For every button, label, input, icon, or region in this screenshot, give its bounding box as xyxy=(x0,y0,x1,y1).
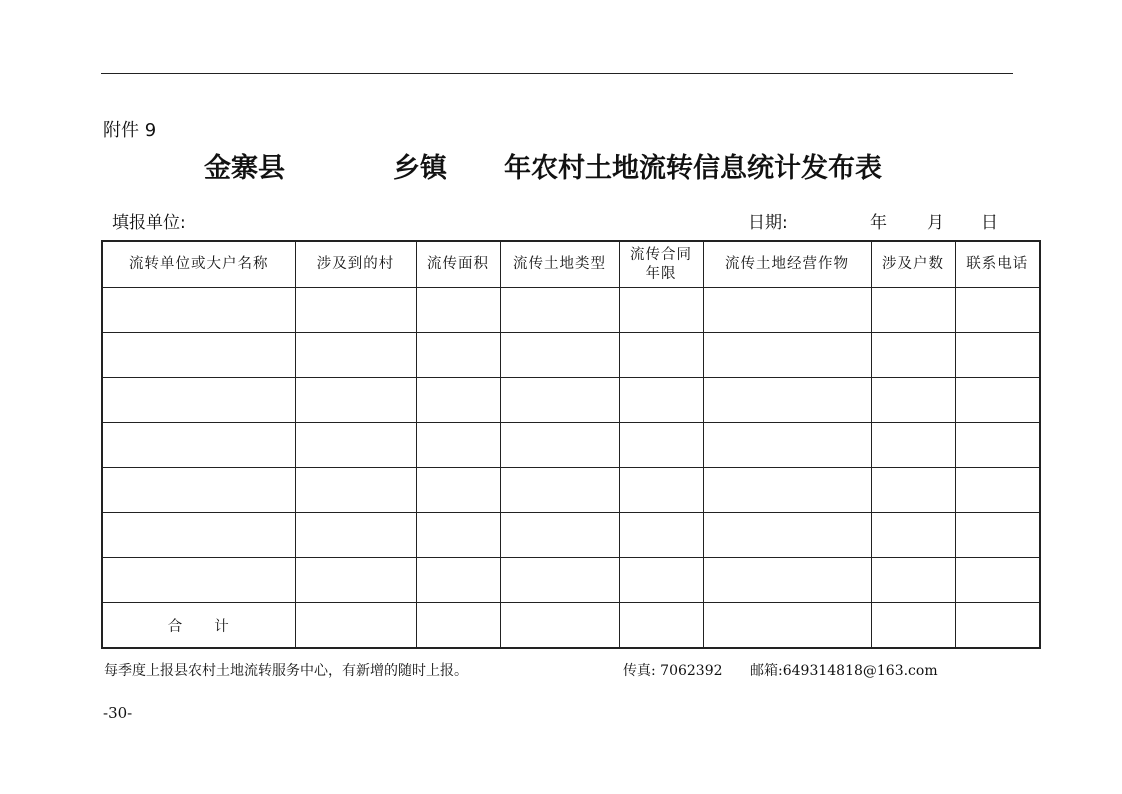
table-cell[interactable] xyxy=(955,333,1040,378)
table-cell[interactable] xyxy=(703,288,871,333)
table-cell[interactable] xyxy=(871,558,955,603)
table-total-row xyxy=(102,603,1040,649)
attachment-label: 附件 9 xyxy=(103,120,157,141)
table-cell[interactable] xyxy=(955,378,1040,423)
header-contract-term-line2: 年限 xyxy=(645,265,677,282)
table-cell[interactable] xyxy=(295,288,416,333)
table-cell[interactable] xyxy=(102,333,295,378)
table-cell[interactable] xyxy=(703,558,871,603)
table-cell[interactable] xyxy=(500,378,619,423)
table-row xyxy=(102,288,1040,333)
date-day-label: 日 xyxy=(981,213,998,233)
table-cell[interactable] xyxy=(703,513,871,558)
total-label: 合 计 xyxy=(102,603,295,649)
table-cell[interactable] xyxy=(500,603,619,649)
page-number: -30- xyxy=(103,704,133,722)
table-row xyxy=(102,513,1040,558)
header-village: 涉及到的村 xyxy=(295,241,416,288)
table-cell[interactable] xyxy=(619,513,703,558)
table-cell[interactable] xyxy=(102,378,295,423)
table-cell[interactable] xyxy=(102,513,295,558)
table-cell[interactable] xyxy=(295,603,416,649)
table-cell[interactable] xyxy=(416,603,500,649)
table-cell[interactable] xyxy=(619,468,703,513)
table-cell[interactable] xyxy=(416,423,500,468)
table-cell[interactable] xyxy=(619,423,703,468)
table-row xyxy=(102,423,1040,468)
table-cell[interactable] xyxy=(500,513,619,558)
table-cell[interactable] xyxy=(416,513,500,558)
table-cell[interactable] xyxy=(871,378,955,423)
header-households: 涉及户数 xyxy=(871,241,955,288)
title-county: 金寨县 xyxy=(204,153,285,184)
table-cell[interactable] xyxy=(703,378,871,423)
table-cell[interactable] xyxy=(619,558,703,603)
table-row xyxy=(102,333,1040,378)
table-cell[interactable] xyxy=(619,378,703,423)
table-cell[interactable] xyxy=(703,468,871,513)
header-phone: 联系电话 xyxy=(955,241,1040,288)
table-cell[interactable] xyxy=(500,333,619,378)
table-row xyxy=(102,378,1040,423)
table-cell[interactable] xyxy=(500,288,619,333)
table-cell[interactable] xyxy=(871,333,955,378)
header-unit-name: 流转单位或大户名称 xyxy=(102,241,295,288)
header-rule xyxy=(101,73,1013,74)
table-cell[interactable] xyxy=(955,603,1040,649)
table-row xyxy=(102,468,1040,513)
table-cell[interactable] xyxy=(295,558,416,603)
table-cell[interactable] xyxy=(955,513,1040,558)
table-cell[interactable] xyxy=(416,558,500,603)
date-year-label: 年 xyxy=(870,213,887,233)
table-cell[interactable] xyxy=(102,423,295,468)
table-header-row xyxy=(102,241,1040,288)
table-cell[interactable] xyxy=(871,603,955,649)
header-contract-term-line1: 流传合同 xyxy=(630,246,692,263)
table-cell[interactable] xyxy=(295,333,416,378)
table-cell[interactable] xyxy=(295,423,416,468)
footer-note: 每季度上报县农村土地流转服务中心，有新增的随时上报。 xyxy=(104,663,468,679)
table-cell[interactable] xyxy=(619,333,703,378)
table-cell[interactable] xyxy=(703,603,871,649)
table-cell[interactable] xyxy=(619,603,703,649)
header-land-type: 流传土地类型 xyxy=(500,241,619,288)
title-township: 乡镇 xyxy=(393,153,447,184)
table-cell[interactable] xyxy=(102,558,295,603)
table-cell[interactable] xyxy=(500,558,619,603)
table-cell[interactable] xyxy=(871,423,955,468)
footer-email: 邮箱:649314818@163.com xyxy=(750,663,938,679)
table-cell[interactable] xyxy=(955,423,1040,468)
table-cell[interactable] xyxy=(703,333,871,378)
header-area: 流传面积 xyxy=(416,241,500,288)
table-cell[interactable] xyxy=(703,423,871,468)
table-cell[interactable] xyxy=(102,468,295,513)
table-cell[interactable] xyxy=(416,333,500,378)
table-cell[interactable] xyxy=(416,468,500,513)
table-cell[interactable] xyxy=(955,468,1040,513)
table-cell[interactable] xyxy=(955,558,1040,603)
table-cell[interactable] xyxy=(871,468,955,513)
table-cell[interactable] xyxy=(295,513,416,558)
table-cell[interactable] xyxy=(500,468,619,513)
date-month-label: 月 xyxy=(927,213,944,233)
table-cell[interactable] xyxy=(871,288,955,333)
table-cell[interactable] xyxy=(500,423,619,468)
table-cell[interactable] xyxy=(416,288,500,333)
footer-fax: 传真: 7062392 xyxy=(623,663,723,679)
table-cell[interactable] xyxy=(295,468,416,513)
title-rest: 年农村土地流转信息统计发布表 xyxy=(504,153,882,184)
table-cell[interactable] xyxy=(955,288,1040,333)
header-crops: 流传土地经营作物 xyxy=(703,241,871,288)
table-row xyxy=(102,558,1040,603)
date-label: 日期: xyxy=(748,213,788,233)
statistics-table xyxy=(101,240,1041,649)
table-cell[interactable] xyxy=(416,378,500,423)
fill-unit-label: 填报单位: xyxy=(112,213,186,233)
table-cell[interactable] xyxy=(619,288,703,333)
table-cell[interactable] xyxy=(871,513,955,558)
page-title xyxy=(0,146,1122,182)
table-cell[interactable] xyxy=(102,288,295,333)
header-contract-term xyxy=(619,241,703,288)
table-cell[interactable] xyxy=(295,378,416,423)
